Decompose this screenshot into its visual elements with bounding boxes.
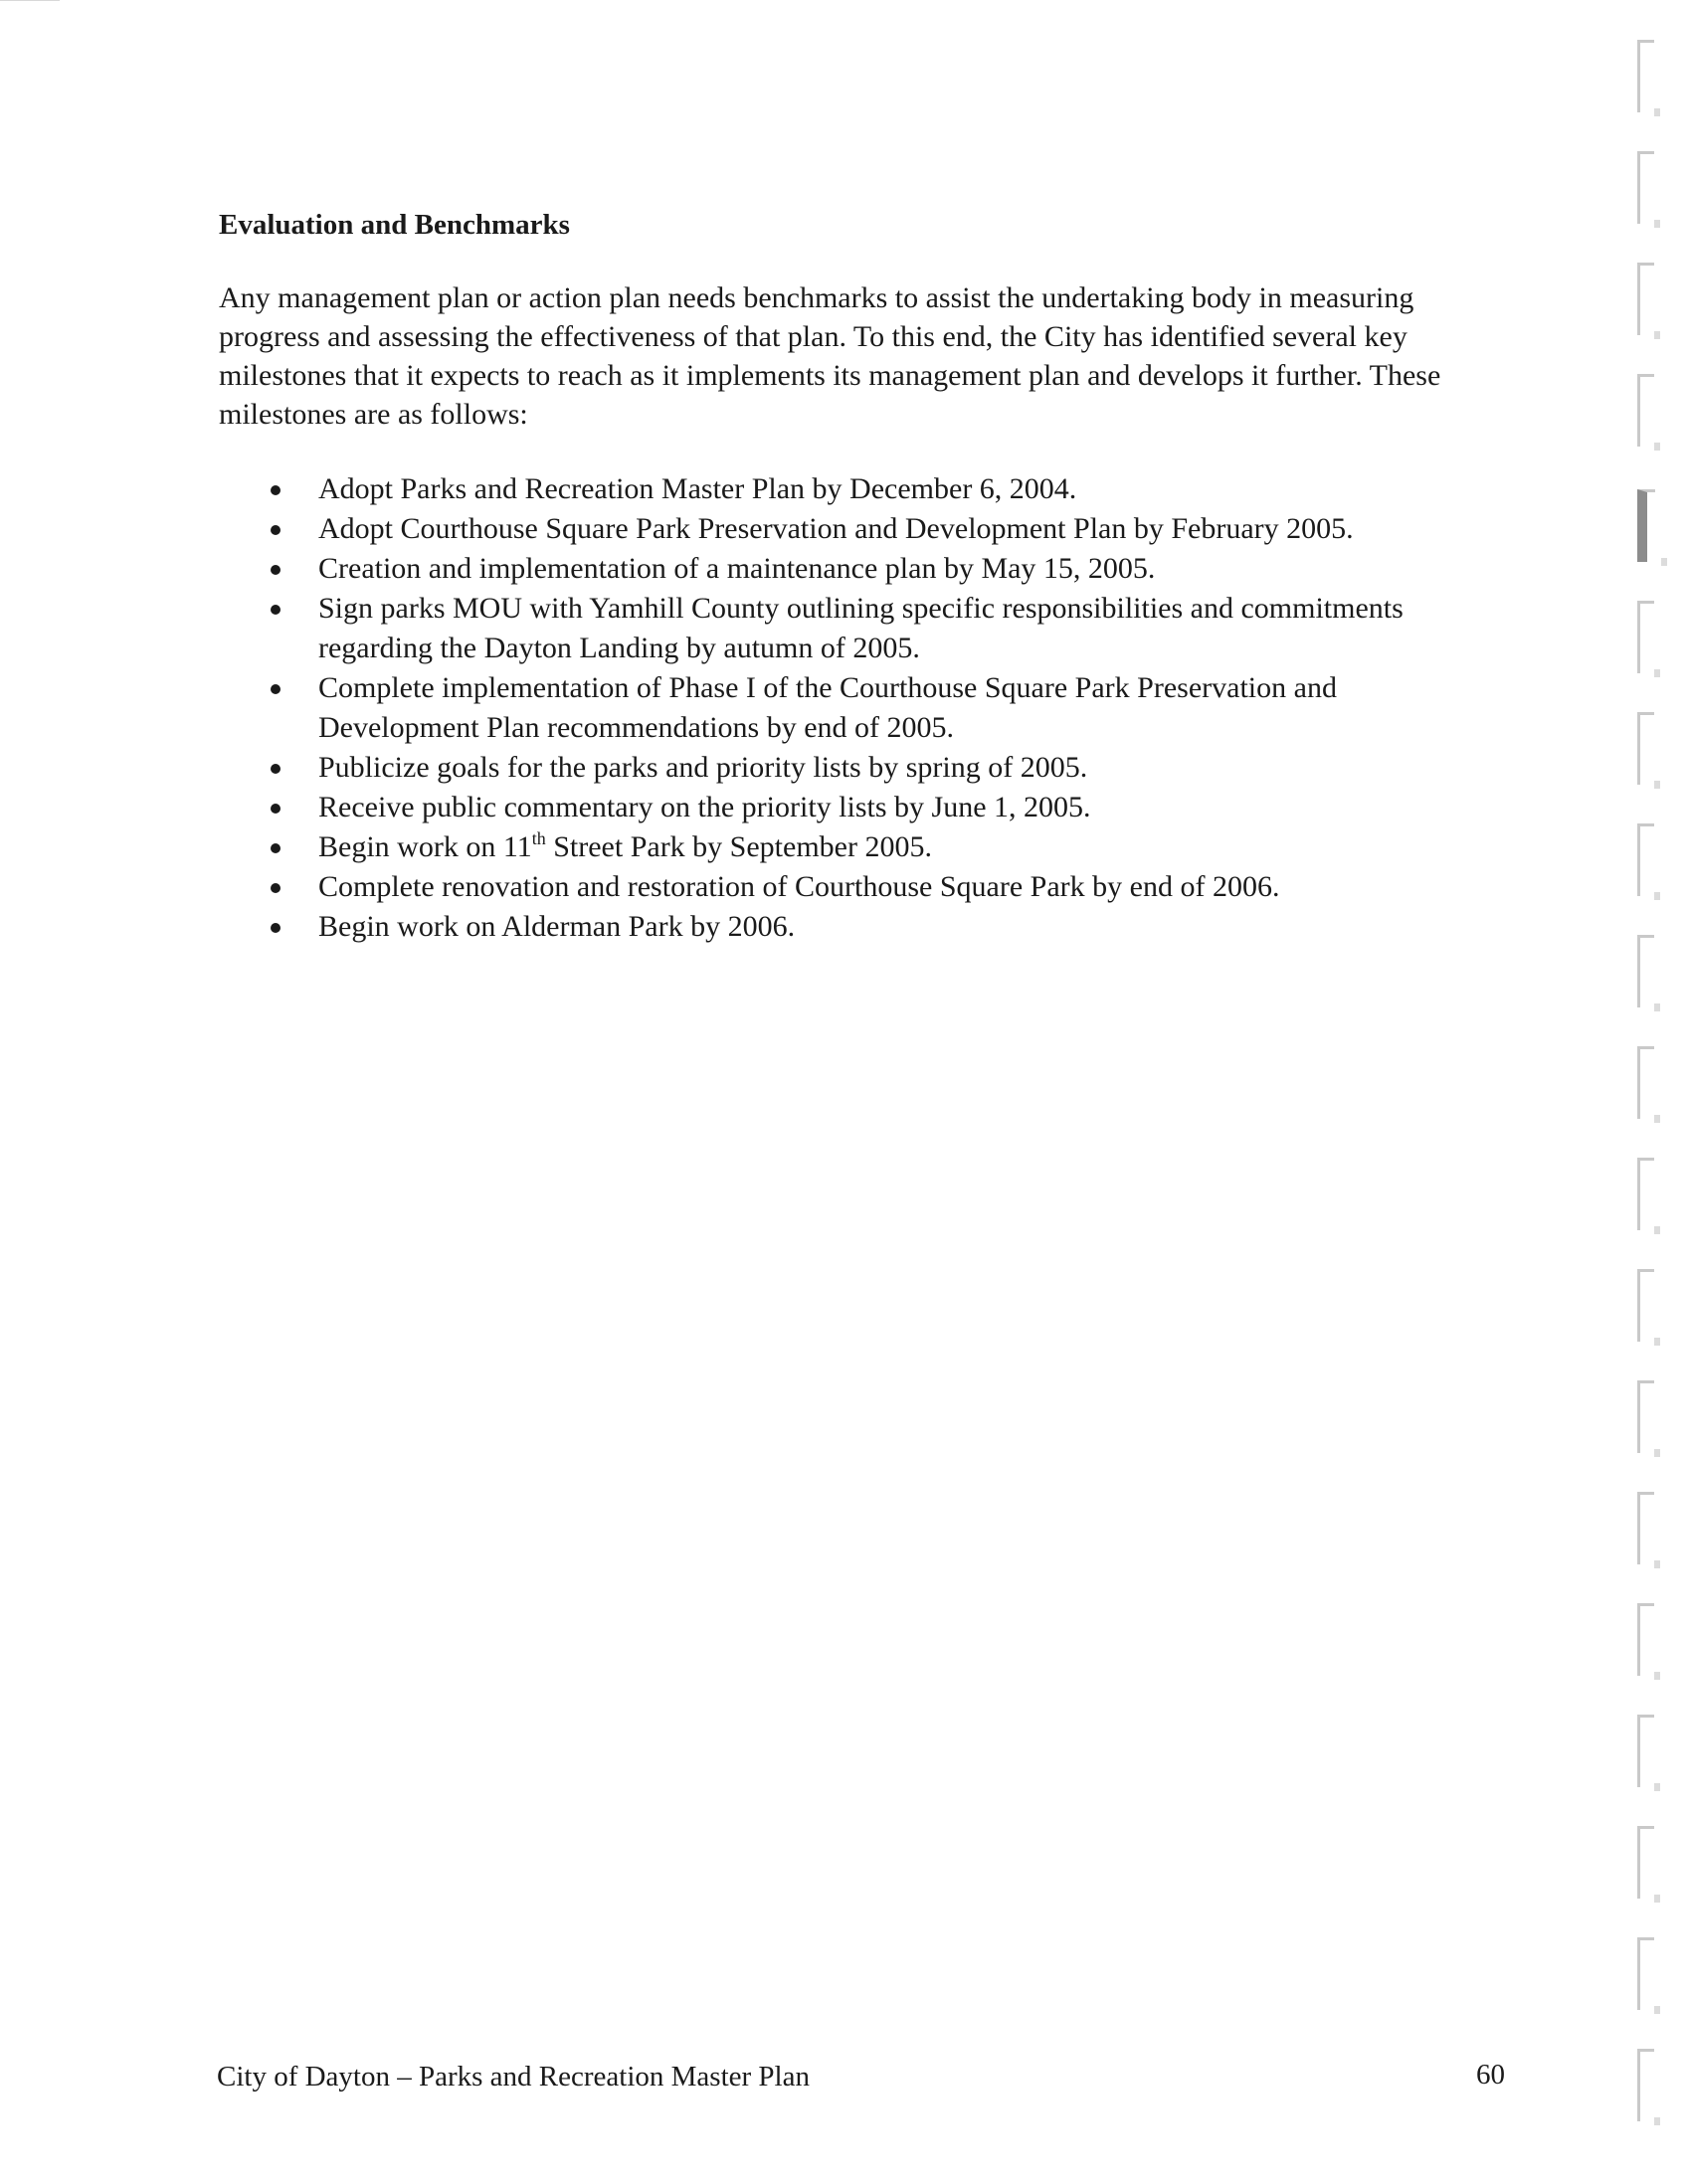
list-item — [219, 867, 1482, 907]
ordinal-suffix: th — [531, 828, 546, 848]
binder-holes — [1637, 40, 1667, 2148]
binder-hole-icon — [1637, 935, 1654, 1007]
intro-paragraph: Any management plan or action plan needs benchmarks to assist the undertaking body in measuring progress and assessing the effectiveness of that plan. To this end, the City has identified several key milestones that it expects to reach as it implements its management plan and develops it further. These milestones are as follows: — [219, 281, 1441, 431]
bullet-icon — [271, 525, 281, 535]
bullet-icon — [271, 605, 281, 615]
bullet-icon — [271, 883, 281, 893]
binder-hole-icon — [1637, 1380, 1654, 1453]
milestone-text: Adopt Parks and Recreation Master Plan by December 6, 2004. — [318, 472, 1077, 505]
binder-hole-icon — [1637, 712, 1654, 785]
milestone-list — [219, 469, 1482, 947]
milestone-text: Adopt Courthouse Square Park Preservation and Development Plan by February 2005. — [318, 512, 1354, 545]
list-item — [219, 788, 1482, 827]
binder-hole-icon — [1637, 2049, 1654, 2121]
bullet-icon — [271, 804, 281, 814]
bullet-icon — [271, 764, 281, 774]
binder-hole-icon — [1637, 1826, 1654, 1899]
binder-hole-icon — [1637, 1046, 1654, 1119]
bullet-icon — [271, 923, 281, 933]
milestone-text: Complete implementation of Phase I of the Courthouse Square Park Preservation and Development Plan recommendations by end of 2005. — [318, 671, 1337, 744]
list-item — [219, 549, 1482, 589]
list-item — [219, 827, 1482, 867]
binder-hole-icon — [1637, 489, 1655, 562]
binder-hole-icon — [1637, 601, 1654, 673]
binder-hole-icon — [1637, 823, 1654, 896]
binder-hole-icon — [1637, 1937, 1654, 2010]
milestone-text: Receive public commentary on the priority lists by June 1, 2005. — [318, 791, 1091, 823]
bullet-icon — [271, 843, 281, 853]
list-item — [219, 469, 1482, 509]
binder-hole-icon — [1637, 151, 1654, 224]
page-number: 60 — [1476, 2059, 1505, 2091]
binder-hole-icon — [1637, 263, 1654, 335]
binder-hole-icon — [1637, 1603, 1654, 1676]
binder-hole-icon — [1637, 40, 1654, 112]
binder-hole-icon — [1637, 1158, 1654, 1230]
milestone-text: Publicize goals for the parks and priority lists by spring of 2005. — [318, 751, 1088, 784]
milestone-text: Sign parks MOU with Yamhill County outlining specific responsibilities and commitments regarding the Dayton Landing by autumn of 2005. — [318, 592, 1404, 664]
footer-title: City of Dayton – Parks and Recreation Master Plan — [217, 2061, 810, 2093]
bullet-icon — [271, 565, 281, 575]
binder-hole-icon — [1637, 1715, 1654, 1787]
bullet-icon — [271, 485, 281, 495]
section-heading: Evaluation and Benchmarks — [219, 209, 570, 241]
list-item — [219, 509, 1482, 549]
binder-hole-icon — [1637, 1492, 1654, 1564]
milestone-text: Complete renovation and restoration of Courthouse Square Park by end of 2006. — [318, 870, 1280, 903]
milestone-text: Begin work on Alderman Park by 2006. — [318, 910, 796, 943]
document-body — [219, 205, 1482, 947]
list-item — [219, 907, 1482, 947]
milestone-text-part: Begin work on 11 — [318, 830, 532, 863]
list-item — [219, 589, 1482, 668]
milestone-text-part: Street Park by September 2005. — [545, 830, 932, 863]
milestone-text: Creation and implementation of a maintenance plan by May 15, 2005. — [318, 552, 1156, 585]
bullet-icon — [271, 684, 281, 694]
list-item — [219, 748, 1482, 788]
list-item — [219, 668, 1482, 748]
page-edge — [0, 0, 60, 1]
binder-hole-icon — [1637, 374, 1654, 447]
binder-hole-icon — [1637, 1269, 1654, 1342]
